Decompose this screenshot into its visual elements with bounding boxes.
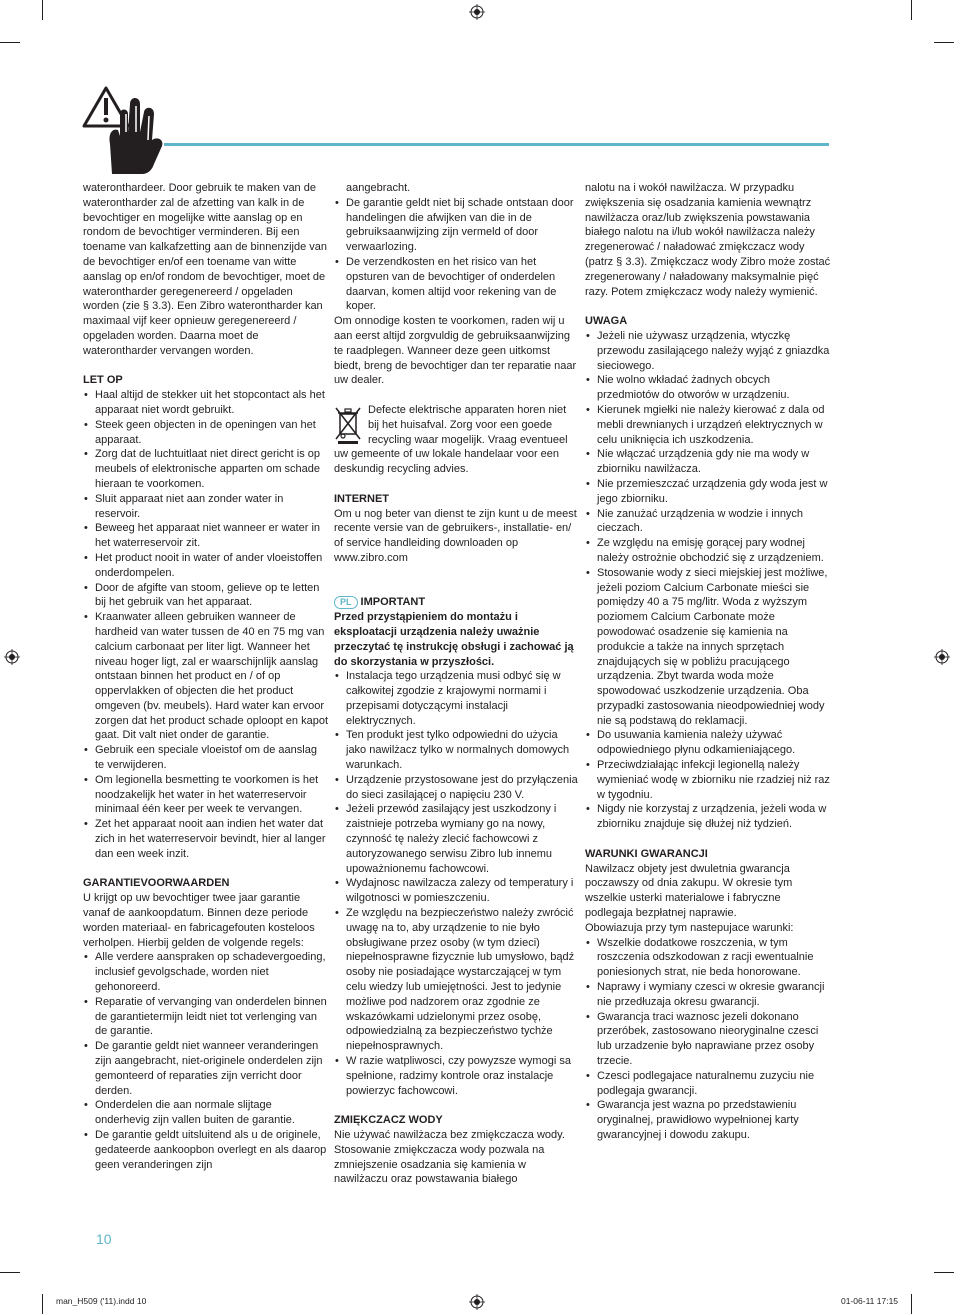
list-item: • Nie włączać urządzenia gdy nie ma wody w zbiorniku nawilżacza. <box>585 447 831 477</box>
crop-mark <box>911 1294 912 1314</box>
warning-hand-icon <box>82 84 166 176</box>
list-item: • Czesci podlegajace naturalnemu zuzyciu nie podlegaja gwarancji. <box>585 1069 831 1099</box>
section-heading: UWAGA <box>585 315 628 328</box>
registration-mark-icon <box>469 4 485 20</box>
warunki-list <box>585 936 831 1143</box>
paragraph: Om u nog beter van dienst te zijn kunt u de meest recente versie van de gebruikers-, installatie- en/ of service handleiding downloaden op www.zibro.com <box>334 507 577 564</box>
list-item: • Wydajnosc nawilzacza zalezy od temperatury i wilgotnosci w pomieszczeniu. <box>334 876 580 906</box>
paragraph: Przed przystąpieniem do montażu i eksploatacji urządzenia należy uważnie przeczytać tę instrukcję obsługi i zachować ją do skorzystania w przyszłości. <box>334 611 574 668</box>
registration-mark-icon <box>4 649 20 665</box>
crop-mark <box>934 1272 954 1273</box>
paragraph: aangebracht. <box>346 182 411 194</box>
paragraph: Nie używać nawilżacza bez zmiękczacza wody. Stosowanie zmiękczacza wody pozwala na zmniejszenie osadzania się kamienia w nawilżaczu oraz powstawania białego <box>334 1129 565 1186</box>
paragraph: Om onnodige kosten te voorkomen, raden wij u aan eerst altijd zorgvuldig de gebruiksaanwijzing te raadplegen. Wanneer deze geen uitkomst biedt, breng de bevochtiger dan ter reparatie naar uw dealer. <box>334 315 577 387</box>
list-item: • Naprawy i wymiany czesci w okresie gwarancji nie przedłuzaja okresu gwarancji. <box>585 980 831 1010</box>
list-item: • Jeżeli przewód zasilający jest uszkodzony i zaistnieje potrzeba wymiany go na nowy, czynność tę należy zlecić fachowcowi z autoryzowanego serwisu Zibro lub innemu upoważnionemu fachowcowi. <box>334 802 580 876</box>
list-item: • Instalacja tego urządzenia musi odbyć się w całkowitej zgodzie z krajowymi normami i przepisami dotyczącymi instalacji elektrycznych. <box>334 669 580 728</box>
garantie-list-cont <box>334 196 580 314</box>
list-item: • Door de afgifte van stoom, gelieve op te letten bij het gebruik van het apparaat. <box>83 581 329 611</box>
column-1 <box>83 181 329 1172</box>
list-item: • De garantie geldt niet bij schade ontstaan door handelingen die afwijken van die in de gebruiksaanwijzing zijn vermeld of door verwaarlozing. <box>334 196 580 255</box>
paragraph: nalotu na i wokół nawilżacza. W przypadku zwiększenia się osadzania kamienia wewnątrz nawilżacza oraz/lub zwiększenia powstawania białego nalotu na i/lub wokół nawilżacza należy zregenerować / naładować zmiękczacz wody (patrz § 3.3). Zmiękczacz wody Zibro może zostać zregenerowany / naładowany maksymalnie pięć razy. Potem zmiękczacz wody należy wymienić. <box>585 182 831 298</box>
section-heading <box>334 595 580 610</box>
slug-file: man_H509 ('11).indd 10 <box>56 1296 147 1306</box>
paragraph: Defecte elektrische apparaten horen niet bij het huisafval. Zorg voor een goede recycling waar mogelijk. Vraag eventueel uw gemeente of uw lokale handelaar voor een deskundig recycling advies. <box>334 403 568 476</box>
list-item: • Reparatie of vervanging van onderdelen binnen de garantietermijn leidt niet tot verlenging van de garantie. <box>83 995 329 1039</box>
list-item: • Het product nooit in water of ander vloeistoffen onderdompelen. <box>83 551 329 581</box>
section-heading: LET OP <box>83 374 123 387</box>
list-item: • Ze względu na bezpieczeństwo należy zwrócić uwagę na to, aby urządzenie to nie było obsługiwane przez osoby (w tym dzieci) niepełnosprawne fizycznie lub umysłowo, bądź osoby nie posiadające wystarczającej w tym celu wiedzy lub umiejętności. Jest to jedynie możliwe pod nadzorem oraz zgodnie ze wskazówkami udzielonymi przez osobę, odpowiedzialną za bezpieczeństwo tychże niepełnosprawnych. <box>334 906 580 1054</box>
list-item: • Do usuwania kamienia należy używać odpowiedniego płynu odkamieniającego. <box>585 728 831 758</box>
uwaga-list <box>585 329 831 832</box>
section-heading: INTERNET <box>334 492 389 505</box>
list-item: • Ze względu na emisję gorącej pary wodnej należy ostrożnie obchodzić się z urządzeniem. <box>585 536 831 566</box>
page-number: 10 <box>96 1231 112 1247</box>
list-item: • Alle verdere aanspraken op schadevergoeding, inclusief gevolgschade, worden niet gehonoreerd. <box>83 950 329 994</box>
column-2 <box>334 181 580 1187</box>
list-item: • Om legionella besmetting te voorkomen is het noodzakelijk het water in het waterreservoir minimaal één keer per week te vervangen. <box>83 773 329 817</box>
section-heading: WARUNKI GWARANCJI <box>585 847 708 860</box>
list-item: • Nie wolno wkładać żadnych obcych przedmiotów do otworów w urządzeniu. <box>585 373 831 403</box>
list-item: • Haal altijd de stekker uit het stopcontact als het apparaat niet wordt gebruikt. <box>83 388 329 418</box>
section-heading: GARANTIEVOORWAARDEN <box>83 877 230 890</box>
list-item: • Steek geen objecten in de openingen van het apparaat. <box>83 418 329 448</box>
crop-mark <box>934 42 954 43</box>
registration-mark-icon <box>934 649 950 665</box>
crop-mark <box>0 1272 20 1273</box>
list-item: • Urządzenie przystosowane jest do przyłączenia do sieci zasilającej o napięciu 230 V. <box>334 773 580 803</box>
list-item: • Beweeg het apparaat niet wanneer er water in het waterreservoir zit. <box>83 521 329 551</box>
list-item: • Gebruik een speciale vloeistof om de aanslag te verwijderen. <box>83 743 329 773</box>
important-heading: IMPORTANT <box>360 596 426 609</box>
header-rule <box>164 143 829 146</box>
list-item: • Sluit apparaat niet aan zonder water in reservoir. <box>83 492 329 522</box>
garantie-list <box>83 950 329 1172</box>
list-item: • Nie przemieszczać urządzenia gdy woda jest w jego zbiorniku. <box>585 477 831 507</box>
list-item: • Gwarancja jest wazna po przedstawieniu oryginalnej, prawidłowo wypełnionej karty gwarancyjnej i dowodu zakupu. <box>585 1098 831 1142</box>
list-item: • Onderdelen die aan normale slijtage onderhevig zijn vallen buiten de garantie. <box>83 1098 329 1128</box>
list-item: • Przeciwdziałając infekcji legionellą należy wymieniać wodę w zbiorniku nie rzadziej niż raz w tygodniu. <box>585 758 831 802</box>
section-heading: ZMIĘKCZACZ WODY <box>334 1114 443 1127</box>
recycle-block <box>334 403 580 477</box>
slug-datetime: 01-06-11 17:15 <box>841 1296 899 1306</box>
crop-mark <box>911 0 912 20</box>
list-item: • Kierunek mgiełki nie należy kierować z dala od mebli drewnianych i urządzeń elektrycznych w celu uniknięcia ich uszkodzenia. <box>585 403 831 447</box>
registration-mark-icon <box>469 1294 485 1310</box>
list-item: • Nie zanużać urządzenia w wodzie i innych cieczach. <box>585 507 831 537</box>
list-item: • Zorg dat de luchtuitlaat niet direct gericht is op meubels of elektronische apparten om schade hieraan te voorkomen. <box>83 447 329 491</box>
list-item: • Wszelkie dodatkowe roszczenia, w tym roszczenia odszkodowan z racji ewentualnie poniesionych strat, nie beda honorowane. <box>585 936 831 980</box>
important-list <box>334 669 580 1098</box>
paragraph: U krijgt op uw bevochtiger twee jaar garantie vanaf de aankoopdatum. Binnen deze periode worden materiaal- en fabricagefouten kosteloos verholpen. Hierbij gelden de volgende regels: <box>83 892 315 949</box>
crossed-bin-icon <box>334 406 362 444</box>
list-item: • Ten produkt jest tylko odpowiedni do użycia jako nawilżacz tylko w normalnych domowych warunkach. <box>334 728 580 772</box>
list-item: • Jeżeli nie używasz urządzenia, wtyczkę przewodu zasilającego należy wyjąć z gniazdka sieciowego. <box>585 329 831 373</box>
paragraph: Obowiazuja przy tym nastepujace warunki: <box>585 921 794 934</box>
list-item: • De garantie geldt niet wanneer veranderingen zijn aangebracht, niet-originele onderdelen zijn gemonteerd of reparaties zijn verricht door derden. <box>83 1039 329 1098</box>
crop-mark <box>42 1294 43 1314</box>
list-item: • De verzendkosten en het risico van het opsturen van de bevochtiger of onderdelen daarvan, komen altijd voor rekening van de koper. <box>334 255 580 314</box>
list-item: • W razie watpliwosci, czy powyzsze wymogi sa spełnione, radzimy kontrole oraz instalacje powierzyc fachowcowi. <box>334 1054 580 1098</box>
list-item: • Zet het apparaat nooit aan indien het water dat zich in het waterreservoir bevindt, hier al langer dan een week inzit. <box>83 817 329 861</box>
list-item: • De garantie geldt uitsluitend als u de originele, gedateerde aankoopbon overlegt en als daarop geen veranderingen zijn <box>83 1128 329 1172</box>
paragraph: wateronthardeer. Door gebruik te maken van de waterontharder zal de afzetting van kalk in de bevochtiger en mogelijke witte aanslag op en rondom de bevochtiger verminderen. Bij een toename van kalkafzetting aan de binnenzijde van de bevochtiger en/of een toename van witte aanslag op en/of rondom de bevochtiger, moet de waterontharder geregenereerd / opgeladen worden (zie § 3.3). Een Zibro waterontharder kan maximaal vijf keer opnieuw geregenereerd / opgeladen worden. Daarna moet de waterontharder vervangen worden. <box>83 182 328 357</box>
list-item: • Nigdy nie korzystaj z urządzenia, jeżeli woda w zbiorniku znajduje się dłużej niż tydzień. <box>585 802 831 832</box>
list-item: • Kraanwater alleen gebruiken wanneer de hardheid van water tussen de 40 en 75 mg van calcium carbonaat per liter ligt. Wanneer het niveau hoger ligt, zal er waarschijnlijk aanslag ontstaan binnen het product en / of op oppervlakken of objecten die het product omgeven (bv. meubels). Hard water kan ervoor zorgen dat het product schade oploopt en kapot gaat. Dit valt niet onder de garantie. <box>83 610 329 743</box>
crop-mark <box>42 0 43 20</box>
letop-list <box>83 388 329 862</box>
list-item: • Stosowanie wody z sieci miejskiej jest możliwe, jeżeli poziom Calcium Carbonate mieści sie pomiędzy 40 a 75 mg/litr. Woda z wyższym poziomem Calcium Carbonate może powodować osadzenie się kamienia na produkcie a także na innych sprzętach znajdujących się w pobliżu pracującego urządzenia. Zbyt twarda woda może spowodować uszkodzenie urządzenia. Oba przypadki zastosowania nieodpowiedniej wody nie są podstawą do reklamacji. <box>585 566 831 729</box>
crop-mark <box>0 42 20 43</box>
language-badge: PL <box>334 596 358 609</box>
list-item: • Gwarancja traci waznosc jezeli dokonano przeróbek, zastosowano nieoryginalne czesci lub urzadzenie było naprawiane przez osoby trzecie. <box>585 1010 831 1069</box>
paragraph: Nawilzacz objety jest dwuletnia gwarancja poczawszy od dnia zakupu. W okresie tym wszelkie usterki materialowe i fabryczne podlegaja bezpłatnej naprawie. <box>585 862 793 920</box>
column-3 <box>585 181 831 1143</box>
